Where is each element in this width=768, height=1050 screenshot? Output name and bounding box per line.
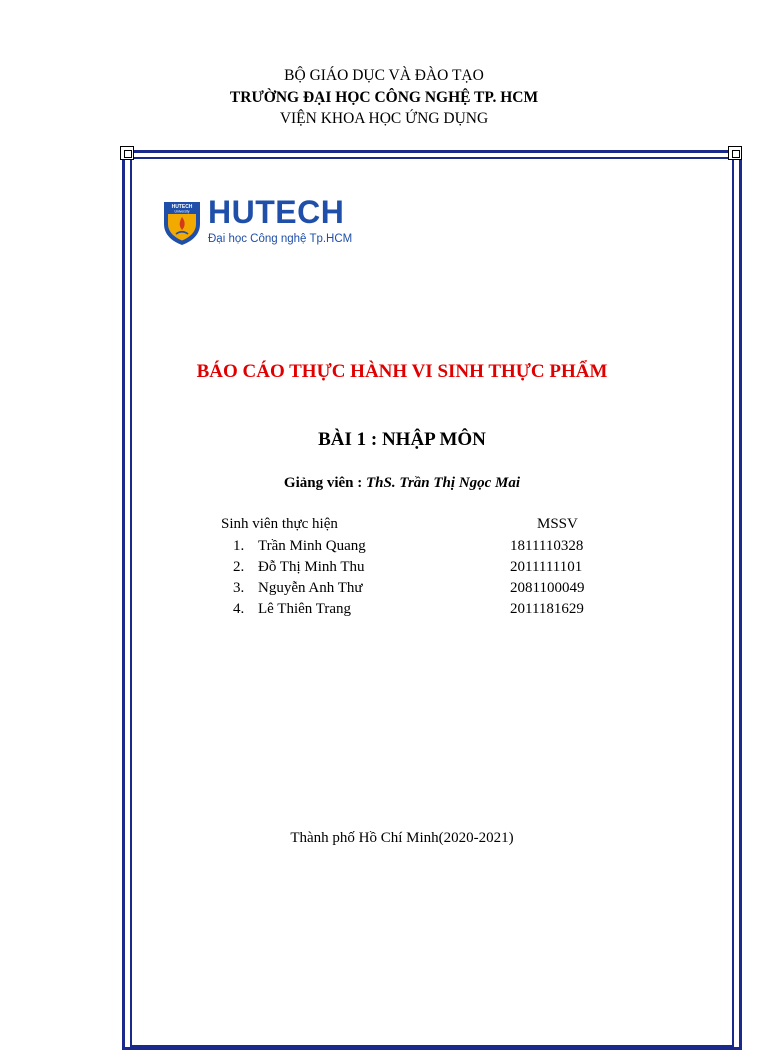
institute-name: VIỆN KHOA HỌC ỨNG DỤNG <box>279 110 489 127</box>
student-name: Lê Thiên Trang <box>258 601 352 617</box>
student-name: Đỗ Thị Minh Thu <box>258 559 365 575</box>
student-number: 2. <box>233 559 245 575</box>
student-id: 2081100049 <box>510 580 585 596</box>
student-row <box>0 559 768 579</box>
ministry-name: BỘ GIÁO DỤC VÀ ĐÀO TẠO <box>284 67 484 84</box>
lecturer-label: Giảng viên : <box>283 475 367 491</box>
lesson-title: BÀI 1 : NHẬP MÔN <box>318 429 486 450</box>
hutech-shield-icon <box>162 200 202 246</box>
logo-brand: HUTECH <box>208 194 345 230</box>
student-id: 1811110328 <box>510 538 584 554</box>
student-number: 1. <box>233 538 245 554</box>
student-name: Trần Minh Quang <box>258 538 366 554</box>
student-row <box>0 601 768 621</box>
student-row <box>0 580 768 600</box>
student-id: 2011111101 <box>510 559 583 575</box>
logo-tagline: Đại học Công nghệ Tp.HCM <box>208 233 353 245</box>
shield-sublabel: University <box>174 209 190 214</box>
student-name: Nguyễn Anh Thư <box>258 580 363 596</box>
shield-label: HUTECH <box>171 204 193 210</box>
place-date: Thành phố Hồ Chí Minh(2020-2021) <box>290 830 514 846</box>
border-corner-top-left <box>120 146 134 160</box>
university-name: TRƯỜNG ĐẠI HỌC CÔNG NGHỆ TP. HCM <box>229 89 539 106</box>
student-number: 4. <box>233 601 245 617</box>
students-header-label: Sinh viên thực hiện <box>221 516 338 532</box>
report-title: BÁO CÁO THỰC HÀNH VI SINH THỰC PHẨM <box>196 361 608 382</box>
hutech-logo <box>162 194 362 250</box>
student-number: 3. <box>233 580 245 596</box>
lecturer-name: ThS. Trần Thị Ngọc Mai <box>366 475 521 491</box>
lecturer-line <box>0 475 768 492</box>
student-row <box>0 538 768 558</box>
border-corner-top-right <box>728 146 742 160</box>
student-id: 2011181629 <box>510 601 584 617</box>
students-header-id: MSSV <box>537 516 578 532</box>
